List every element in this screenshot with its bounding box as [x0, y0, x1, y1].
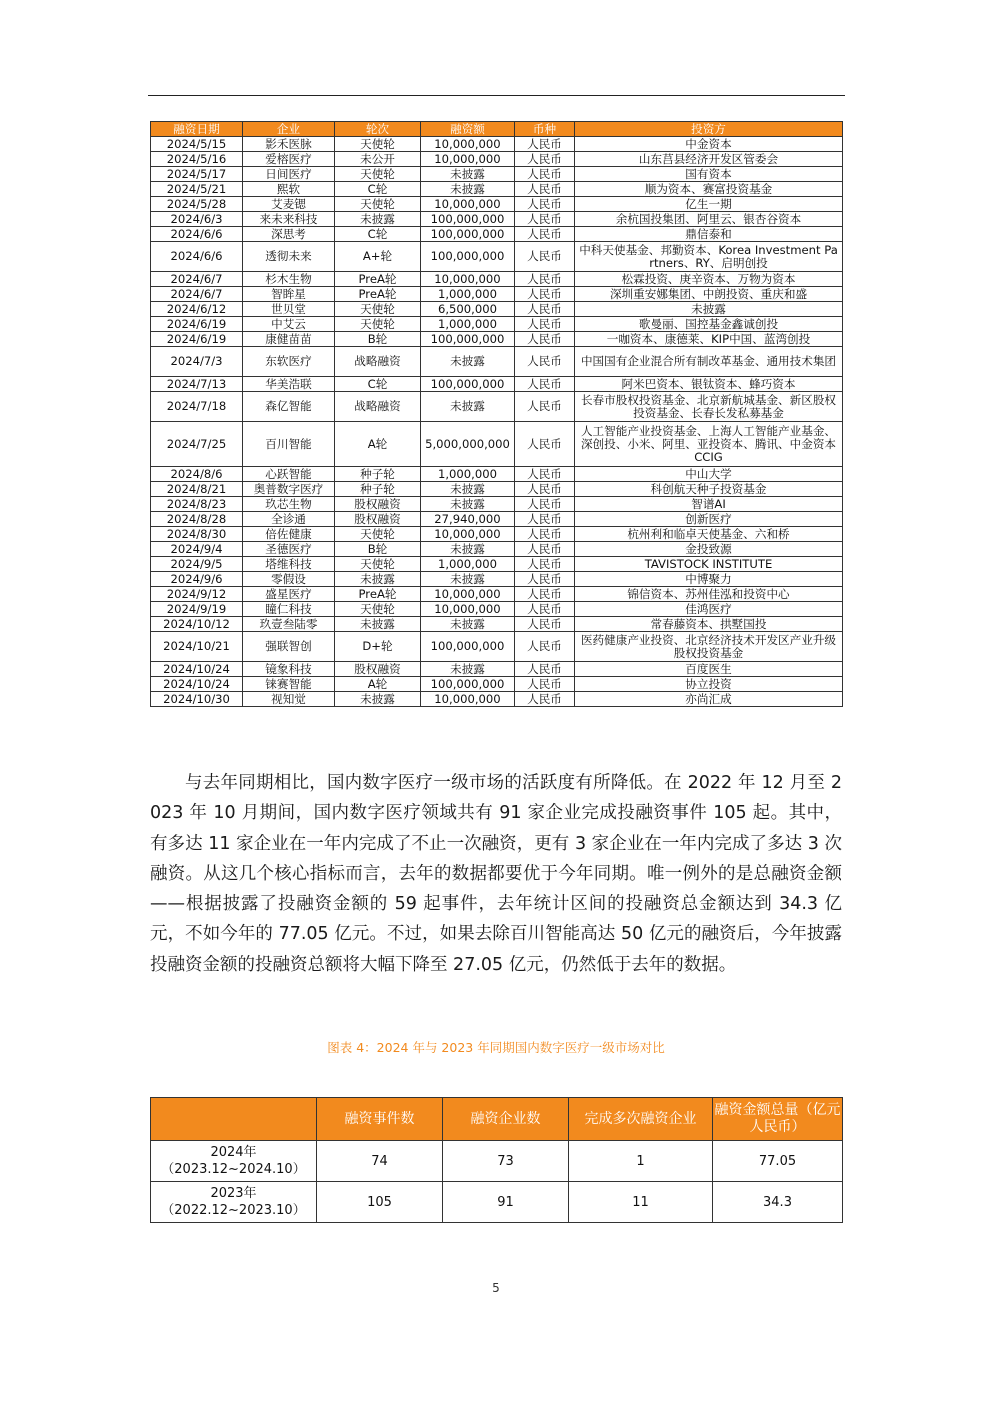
deal-investors: TAVISTOCK INSTITUTE — [575, 557, 843, 572]
deal-investors: 医药健康产业投资、北京经济技术开发区产业升级股权投资基金 — [575, 632, 843, 662]
deal-date: 2024/5/16 — [151, 152, 243, 167]
deal-company: 视知觉 — [243, 692, 335, 707]
deal-amount: 未披露 — [421, 167, 515, 182]
deal-currency: 人民币 — [515, 242, 575, 272]
table-row — [151, 287, 843, 302]
deal-currency: 人民币 — [515, 557, 575, 572]
deal-date: 2024/8/6 — [151, 467, 243, 482]
table-row — [151, 392, 843, 422]
summary-header-multi: 完成多次融资企业 — [569, 1098, 713, 1141]
deal-round: B轮 — [335, 542, 421, 557]
deal-company: 玖芯生物 — [243, 497, 335, 512]
deal-round: PreA轮 — [335, 587, 421, 602]
table-row — [151, 332, 843, 347]
deal-investors: 中金资本 — [575, 137, 843, 152]
deal-date: 2024/7/13 — [151, 377, 243, 392]
deal-currency: 人民币 — [515, 332, 575, 347]
summary-period-cell — [151, 1182, 317, 1223]
deal-round: 未披露 — [335, 212, 421, 227]
summary-header-companies: 融资企业数 — [443, 1098, 569, 1141]
deal-date: 2024/8/21 — [151, 482, 243, 497]
deal-investors: 山东莒县经济开发区管委会 — [575, 152, 843, 167]
deal-amount: 未披露 — [421, 542, 515, 557]
deal-company: 强联智创 — [243, 632, 335, 662]
table-row — [151, 137, 843, 152]
page-number: 5 — [492, 1281, 500, 1295]
deal-date: 2024/10/12 — [151, 617, 243, 632]
deal-company: 百川智能 — [243, 422, 335, 467]
deal-company: 圣德医疗 — [243, 542, 335, 557]
table-row — [151, 557, 843, 572]
deal-amount: 100,000,000 — [421, 242, 515, 272]
header-amount: 融资额 — [421, 122, 515, 137]
summary-period-cell — [151, 1141, 317, 1182]
table-row — [151, 197, 843, 212]
summary-events: 105 — [317, 1182, 443, 1223]
table-row — [151, 302, 843, 317]
deal-currency: 人民币 — [515, 167, 575, 182]
deal-amount: 1,000,000 — [421, 317, 515, 332]
deal-date: 2024/10/30 — [151, 692, 243, 707]
deal-currency: 人民币 — [515, 377, 575, 392]
deal-investors: 锦信资本、苏州佳泓和投资中心 — [575, 587, 843, 602]
market-comparison-table — [150, 1097, 843, 1223]
deal-amount: 未披露 — [421, 347, 515, 377]
deal-amount: 10,000,000 — [421, 602, 515, 617]
deal-investors: 余杭国投集团、阿里云、银杏谷资本 — [575, 212, 843, 227]
deal-round: 股权融资 — [335, 662, 421, 677]
deal-amount: 100,000,000 — [421, 212, 515, 227]
deal-round: PreA轮 — [335, 287, 421, 302]
deal-company: 心跃智能 — [243, 467, 335, 482]
deal-round: C轮 — [335, 227, 421, 242]
header-date: 融资日期 — [151, 122, 243, 137]
deal-investors: 亦尚汇成 — [575, 692, 843, 707]
deal-currency: 人民币 — [515, 692, 575, 707]
deal-date: 2024/6/7 — [151, 287, 243, 302]
figure-caption: 图表 4：2024 年与 2023 年同期国内数字医疗一级市场对比 — [327, 1040, 665, 1055]
deal-investors: 协立投资 — [575, 677, 843, 692]
deal-round: 种子轮 — [335, 482, 421, 497]
deal-round: A+轮 — [335, 242, 421, 272]
table-row — [151, 272, 843, 287]
deal-date: 2024/6/19 — [151, 317, 243, 332]
deal-company: 倍佐健康 — [243, 527, 335, 542]
deal-date: 2024/10/24 — [151, 662, 243, 677]
deal-date: 2024/9/4 — [151, 542, 243, 557]
deal-round: 天使轮 — [335, 602, 421, 617]
deal-investors: 国有资本 — [575, 167, 843, 182]
deal-currency: 人民币 — [515, 272, 575, 287]
table-row — [151, 677, 843, 692]
deal-company: 世贝堂 — [243, 302, 335, 317]
deal-amount: 未披露 — [421, 572, 515, 587]
summary-period: （2023.12~2024.10） — [161, 1162, 306, 1177]
deal-round: A轮 — [335, 677, 421, 692]
deal-date: 2024/6/6 — [151, 242, 243, 272]
deal-investors: 一咖资本、康德莱、KIP中国、蓝湾创投 — [575, 332, 843, 347]
deal-round: D+轮 — [335, 632, 421, 662]
deal-currency: 人民币 — [515, 422, 575, 467]
deal-currency: 人民币 — [515, 587, 575, 602]
deal-amount: 10,000,000 — [421, 137, 515, 152]
deal-currency: 人民币 — [515, 512, 575, 527]
deal-company: 熙软 — [243, 182, 335, 197]
deal-company: 镜象科技 — [243, 662, 335, 677]
deal-investors: 深圳重安娜集团、中朗投资、重庆和盛 — [575, 287, 843, 302]
deal-currency: 人民币 — [515, 152, 575, 167]
deal-currency: 人民币 — [515, 287, 575, 302]
table-row — [151, 662, 843, 677]
deal-investors: 未披露 — [575, 302, 843, 317]
deal-currency: 人民币 — [515, 197, 575, 212]
summary-header-blank — [151, 1098, 317, 1141]
summary-row-2024 — [151, 1141, 843, 1182]
deal-currency: 人民币 — [515, 212, 575, 227]
table-row — [151, 542, 843, 557]
deal-date: 2024/5/21 — [151, 182, 243, 197]
deal-company: 杉木生物 — [243, 272, 335, 287]
deal-round: 天使轮 — [335, 317, 421, 332]
deal-investors: 人工智能产业投资基金、上海人工智能产业基金、深创投、小米、阿里、亚投资本、腾讯、中金资本CCIG — [575, 422, 843, 467]
deal-company: 康健苗苗 — [243, 332, 335, 347]
deal-investors: 佳鸿医疗 — [575, 602, 843, 617]
deal-investors: 百度医生 — [575, 662, 843, 677]
deal-date: 2024/6/3 — [151, 212, 243, 227]
table-header-row — [151, 122, 843, 137]
deal-amount: 10,000,000 — [421, 272, 515, 287]
deal-amount: 100,000,000 — [421, 632, 515, 662]
table-row — [151, 467, 843, 482]
table-row — [151, 602, 843, 617]
deal-round: B轮 — [335, 332, 421, 347]
deal-amount: 1,000,000 — [421, 557, 515, 572]
summary-header-events: 融资事件数 — [317, 1098, 443, 1141]
summary-year: 2024年 — [210, 1145, 257, 1160]
deal-date: 2024/6/12 — [151, 302, 243, 317]
financing-deals-table — [150, 121, 843, 707]
deal-company: 东软医疗 — [243, 347, 335, 377]
summary-row-2023 — [151, 1182, 843, 1223]
table-row — [151, 497, 843, 512]
deal-currency: 人民币 — [515, 302, 575, 317]
table-row — [151, 152, 843, 167]
deal-currency: 人民币 — [515, 617, 575, 632]
deal-amount: 未披露 — [421, 497, 515, 512]
deal-amount: 100,000,000 — [421, 677, 515, 692]
table-row — [151, 167, 843, 182]
deal-investors: 松霖投资、庚辛资本、万物为资本 — [575, 272, 843, 287]
deal-investors: 亿生一期 — [575, 197, 843, 212]
table-row — [151, 572, 843, 587]
deal-date: 2024/9/19 — [151, 602, 243, 617]
table-row — [151, 182, 843, 197]
deal-investors: 长春市股权投资基金、北京新航城基金、新区股权投资基金、长春长发私募基金 — [575, 392, 843, 422]
deal-company: 爱榕医疗 — [243, 152, 335, 167]
header-rule — [148, 95, 845, 96]
summary-multi: 1 — [569, 1141, 713, 1182]
deal-date: 2024/8/28 — [151, 512, 243, 527]
deal-amount: 10,000,000 — [421, 587, 515, 602]
table-row — [151, 212, 843, 227]
table-row — [151, 317, 843, 332]
summary-header-row — [151, 1098, 843, 1141]
deal-currency: 人民币 — [515, 392, 575, 422]
table-row — [151, 617, 843, 632]
deal-amount: 10,000,000 — [421, 197, 515, 212]
deal-company: 透彻未来 — [243, 242, 335, 272]
deal-round: 未公开 — [335, 152, 421, 167]
deal-investors: 阿米巴资本、银钛资本、蜂巧资本 — [575, 377, 843, 392]
deal-round: 战略融资 — [335, 347, 421, 377]
header-round: 轮次 — [335, 122, 421, 137]
deal-investors: 顺为资本、赛富投资基金 — [575, 182, 843, 197]
deal-company: 瞳仁科技 — [243, 602, 335, 617]
deal-investors: 中国国有企业混合所有制改革基金、通用技术集团 — [575, 347, 843, 377]
deal-date: 2024/5/17 — [151, 167, 243, 182]
deal-currency: 人民币 — [515, 137, 575, 152]
deal-investors: 杭州利和临卓天使基金、六和桥 — [575, 527, 843, 542]
deal-investors: 科创航天种子投资基金 — [575, 482, 843, 497]
deal-date: 2024/10/24 — [151, 677, 243, 692]
deal-currency: 人民币 — [515, 632, 575, 662]
deal-company: 智眸星 — [243, 287, 335, 302]
table-row — [151, 527, 843, 542]
deal-currency: 人民币 — [515, 572, 575, 587]
deal-currency: 人民币 — [515, 482, 575, 497]
deal-company: 盛星医疗 — [243, 587, 335, 602]
deal-investors: 金投致源 — [575, 542, 843, 557]
deal-amount: 10,000,000 — [421, 152, 515, 167]
deal-currency: 人民币 — [515, 497, 575, 512]
deal-date: 2024/7/18 — [151, 392, 243, 422]
deal-date: 2024/5/28 — [151, 197, 243, 212]
deal-company: 奥普数字医疗 — [243, 482, 335, 497]
deal-company: 深思考 — [243, 227, 335, 242]
deal-date: 2024/9/12 — [151, 587, 243, 602]
deal-round: PreA轮 — [335, 272, 421, 287]
deal-round: 天使轮 — [335, 302, 421, 317]
table-row — [151, 692, 843, 707]
deal-round: 天使轮 — [335, 527, 421, 542]
header-company: 企业 — [243, 122, 335, 137]
deal-date: 2024/6/19 — [151, 332, 243, 347]
deal-date: 2024/6/6 — [151, 227, 243, 242]
deal-amount: 10,000,000 — [421, 527, 515, 542]
deal-round: 股权融资 — [335, 497, 421, 512]
deal-company: 塔维科技 — [243, 557, 335, 572]
deal-round: A轮 — [335, 422, 421, 467]
deal-round: 未披露 — [335, 617, 421, 632]
deal-currency: 人民币 — [515, 542, 575, 557]
deal-date: 2024/9/6 — [151, 572, 243, 587]
deal-date: 2024/6/7 — [151, 272, 243, 287]
deal-company: 中艾云 — [243, 317, 335, 332]
deal-currency: 人民币 — [515, 677, 575, 692]
header-currency: 币种 — [515, 122, 575, 137]
deal-company: 来未来科技 — [243, 212, 335, 227]
deal-investors: 中山大学 — [575, 467, 843, 482]
deal-round: 天使轮 — [335, 557, 421, 572]
deal-amount: 未披露 — [421, 617, 515, 632]
deal-date: 2024/5/15 — [151, 137, 243, 152]
table-row — [151, 242, 843, 272]
deal-amount: 未披露 — [421, 662, 515, 677]
table-row — [151, 227, 843, 242]
deal-amount: 未披露 — [421, 182, 515, 197]
deal-amount: 100,000,000 — [421, 377, 515, 392]
deal-company: 森亿智能 — [243, 392, 335, 422]
deal-round: C轮 — [335, 182, 421, 197]
deal-investors: 中科天使基金、邦勤资本、Korea Investment Partners、RY、启明创投 — [575, 242, 843, 272]
summary-year: 2023年 — [210, 1186, 257, 1201]
deal-amount: 6,500,000 — [421, 302, 515, 317]
deal-currency: 人民币 — [515, 317, 575, 332]
deal-round: 种子轮 — [335, 467, 421, 482]
table-row — [151, 512, 843, 527]
deal-date: 2024/7/3 — [151, 347, 243, 377]
deal-amount: 10,000,000 — [421, 692, 515, 707]
deal-company: 华美浩联 — [243, 377, 335, 392]
deal-currency: 人民币 — [515, 527, 575, 542]
deal-company: 艾麦锶 — [243, 197, 335, 212]
deal-company: 玖壹叁陆零 — [243, 617, 335, 632]
deal-date: 2024/7/25 — [151, 422, 243, 467]
body-paragraph: 与去年同期相比，国内数字医疗一级市场的活跃度有所降低。在 2022 年 12 月至 2023 年 10 月期间，国内数字医疗领域共有 91 家企业完成投融资事件 105 起。其中，有多达 11 家企业在一年内完成了不止一次融资，更有 3 家企业在一年内完成了多达 3 次融资。从这几个核心指标而言，去年的数据都要优于今年同期。唯一例外的是总融资金额——根据披露了投融资金额的 59 起事件，去年统计区间的投融资总金额达到 34.3 亿元，不如今年的 77.05 亿元。不过，如果去除百川智能高达 50 亿元的融资后，今年披露投融资金额的投融资总额将大幅下降至 27.05 亿元，仍然低于去年的数据。 — [150, 773, 842, 975]
deal-company: 零假设 — [243, 572, 335, 587]
deal-investors: 创新医疗 — [575, 512, 843, 527]
deal-round: 未披露 — [335, 692, 421, 707]
deal-date: 2024/10/21 — [151, 632, 243, 662]
table-row — [151, 587, 843, 602]
summary-multi: 11 — [569, 1182, 713, 1223]
deal-date: 2024/8/23 — [151, 497, 243, 512]
deal-date: 2024/9/5 — [151, 557, 243, 572]
deal-amount: 1,000,000 — [421, 287, 515, 302]
table-row — [151, 422, 843, 467]
deal-investors: 中博聚力 — [575, 572, 843, 587]
summary-companies: 73 — [443, 1141, 569, 1182]
deal-round: 天使轮 — [335, 137, 421, 152]
deal-amount: 未披露 — [421, 482, 515, 497]
table-row — [151, 482, 843, 497]
summary-events: 74 — [317, 1141, 443, 1182]
deal-currency: 人民币 — [515, 602, 575, 617]
header-investors: 投资方 — [575, 122, 843, 137]
summary-companies: 91 — [443, 1182, 569, 1223]
table-row — [151, 377, 843, 392]
deal-round: 战略融资 — [335, 392, 421, 422]
deal-amount: 100,000,000 — [421, 227, 515, 242]
deal-amount: 27,940,000 — [421, 512, 515, 527]
deal-round: 未披露 — [335, 572, 421, 587]
deal-amount: 100,000,000 — [421, 332, 515, 347]
deal-amount: 5,000,000,000 — [421, 422, 515, 467]
deal-round: 天使轮 — [335, 197, 421, 212]
deal-currency: 人民币 — [515, 467, 575, 482]
table-row — [151, 632, 843, 662]
summary-period: （2022.12~2023.10） — [161, 1203, 306, 1218]
deal-currency: 人民币 — [515, 347, 575, 377]
deal-round: C轮 — [335, 377, 421, 392]
table-row — [151, 347, 843, 377]
deal-currency: 人民币 — [515, 227, 575, 242]
deal-amount: 1,000,000 — [421, 467, 515, 482]
deal-company: 影禾医脉 — [243, 137, 335, 152]
deal-investors: 歌曼丽、国控基金鑫诚创投 — [575, 317, 843, 332]
deal-round: 股权融资 — [335, 512, 421, 527]
deal-currency: 人民币 — [515, 182, 575, 197]
deal-investors: 智谱AI — [575, 497, 843, 512]
summary-total: 77.05 — [713, 1141, 843, 1182]
deal-amount: 未披露 — [421, 392, 515, 422]
deal-investors: 常春藤资本、拱墅国投 — [575, 617, 843, 632]
deal-company: 日间医疗 — [243, 167, 335, 182]
summary-header-total: 融资金额总量（亿元人民币） — [713, 1098, 843, 1141]
deal-investors: 鼎信泰和 — [575, 227, 843, 242]
deal-date: 2024/8/30 — [151, 527, 243, 542]
deal-round: 天使轮 — [335, 167, 421, 182]
deal-company: 铼赛智能 — [243, 677, 335, 692]
summary-total: 34.3 — [713, 1182, 843, 1223]
deal-company: 全诊通 — [243, 512, 335, 527]
deal-currency: 人民币 — [515, 662, 575, 677]
